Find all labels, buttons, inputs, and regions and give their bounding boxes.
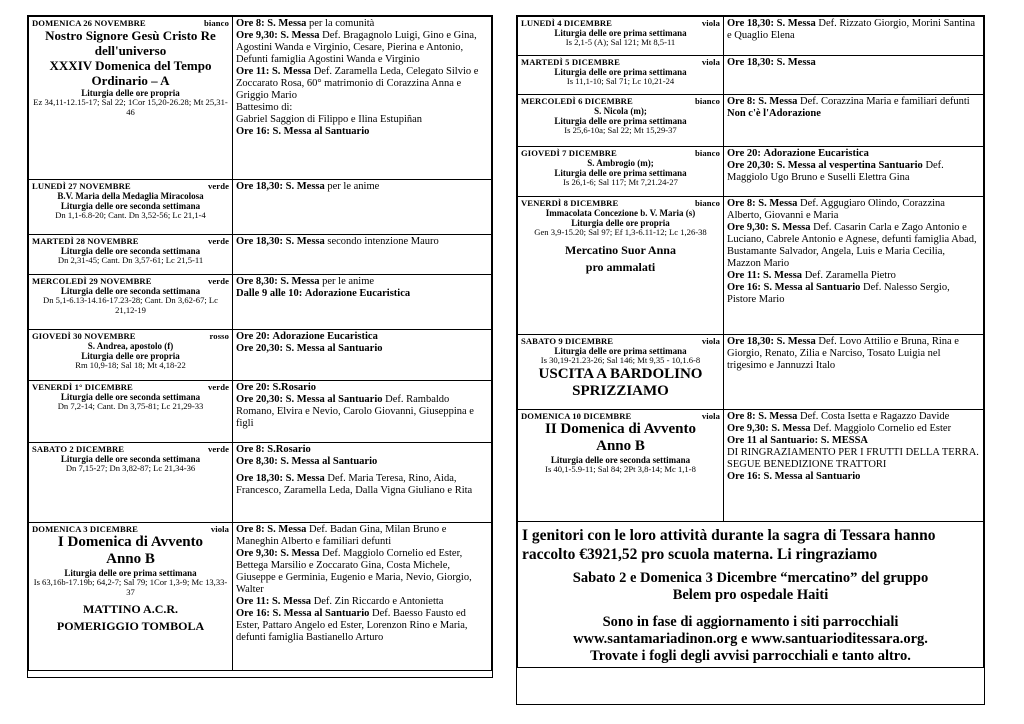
mass-label: S. Messa [285,473,325,484]
day-date: MARTEDÌ 5 DICEMBRE [521,57,620,67]
liturgy-hours: Liturgia delle ore propria [81,88,180,98]
day-row [29,443,492,523]
day-events-cell [233,235,492,275]
mass-label: S. Messa [776,18,816,29]
mass-time: Ore 18,30: [236,473,284,484]
readings: Is 63,16b-17.19b; 64,2-7; Sal 79; 1Cor 1,3-9; Mc 13,33-37 [33,577,228,597]
readings: Dn 2,31-45; Cant. Dn 3,57-61; Lc 21,5-11 [57,255,204,265]
notice-mercatino-line: Belem pro ospedale Haiti [672,587,829,603]
mass-label: S. Messa [758,411,798,422]
mass-time: Ore 9,30: [236,30,278,41]
day-info-cell [518,56,724,95]
mass-entry [727,447,980,471]
mass-intention: Def. Zaramella Leda, Celegato Silvio e Zoccarato Rosa, 60° matrimonio di Corazzina Anna e Griggio Mario [236,66,479,101]
liturgy-hours: Liturgia delle ore propria [81,351,180,361]
day-row [29,523,492,671]
feast-title: Anno B [596,438,645,454]
day-row [518,95,984,147]
day-header [521,18,720,28]
mass-intention: Def. Rambaldo Romano, Elvira e Nevio, Carolo Giovanni, Giuseppina e figli [236,394,474,429]
day-info-cell [518,17,724,56]
day-header [32,444,229,454]
day-info-cell [29,275,233,330]
mass-intention: DI RINGRAZIAMENTO PER I FRUTTI DELLA TERRA. SEGUE BENEDIZIONE TRATTORI [727,447,979,470]
mass-entry [236,473,488,497]
mass-time: Ore 20,30: [236,343,284,354]
day-header [521,57,720,67]
day-row [29,330,492,381]
liturgical-color: verde [207,276,229,286]
mass-label: S. Messa al Santuario [285,343,383,354]
event-note: Mercatino Suor Anna [565,242,676,257]
day-header [32,524,229,534]
event-banner: USCITA A BARDOLINO [538,365,703,382]
mass-time: Ore 8: [236,524,265,535]
day-date: SABATO 2 DICEMBRE [32,444,125,454]
mass-entry [236,236,488,248]
day-events-cell [233,275,492,330]
mass-time: Dalle 9 alle 10: [236,288,303,299]
liturgy-hours: Liturgia delle ore prima settimana [64,568,197,578]
mass-intention: per le anime [327,181,380,192]
liturgical-color: bianco [695,96,720,106]
mass-label: S. Messa [758,198,798,209]
mass-label: S. Messa al Santuario [763,471,861,482]
feast-title: S. Ambrogio (m); [587,158,654,168]
mass-entry [727,471,980,483]
mass-entry [727,108,980,120]
feast-title: Nostro Signore Gesù Cristo Re [45,28,216,43]
mass-entry [236,126,488,138]
mass-time: Ore 9,30: [236,548,278,559]
day-row [29,17,492,180]
day-row [29,235,492,275]
liturgical-color: viola [701,57,720,67]
mass-entry [727,282,980,306]
mass-label: S. Messa [762,270,803,281]
liturgical-color: verde [207,181,229,191]
right-schedule-table [517,16,984,668]
feast-title: Ordinario – A [91,73,170,88]
mass-intention: Def. Casarin Carla e Zago Antonio e Luciano, Cabrele Antonio e Agnese, defunti famiglia Abad, Bustamante Salvador, Angela, Luis e Maria Cecilia, Mazzon Mario [727,222,977,269]
day-date: DOMENICA 3 DICEMBRE [32,524,138,534]
day-events-cell [233,443,492,523]
mass-intention: Def. Maria Teresa, Rino, Aida, Francesco, Zaramella Leda, Dalla Vigna Giuliano e Rita [236,473,473,496]
liturgical-color: viola [701,411,720,421]
feast-title: S. Nicola (m); [594,106,647,116]
day-date: VENERDÌ 1° DICEMBRE [32,382,133,392]
day-row [518,147,984,197]
mass-label: Ore 11 al Santuario: S. MESSA [727,435,868,446]
mass-entry [236,456,488,468]
mass-intention: Def. Zin Riccardo e Antonietta [313,596,444,607]
day-events-cell [724,17,984,56]
mass-entry [727,160,980,184]
day-header [32,382,229,392]
mass-label: S. Messa [776,336,816,347]
mass-time: Ore 16: [236,126,270,137]
mass-label: S.Rosario [267,444,311,455]
mass-time: Ore 16: [236,608,270,619]
mass-intention: Gabriel Saggion di Filippo e Ilina Estupiñan [236,114,423,125]
day-info-cell [29,523,233,671]
liturgy-hours: Liturgia delle ore prima settimana [554,67,687,77]
liturgy-hours: Liturgia delle ore seconda settimana [60,454,201,464]
readings: Is 25,6-10a; Sal 22; Mt 15,29-37 [564,125,677,135]
mass-label: Adorazione Eucaristica [272,331,378,342]
mass-entry [236,114,488,126]
liturgical-color: bianco [695,148,720,158]
mass-entry [236,331,488,343]
day-date: SABATO 9 DICEMBRE [521,336,614,346]
day-info-cell [518,197,724,335]
event-note: pro ammalati [585,259,656,274]
day-header [32,181,229,191]
mass-label: S. Messa [267,18,307,29]
day-info-cell [518,335,724,410]
mass-intention: Def. Maggiolo Cornelio ed Ester, Bettega Marsilio e Zoccarato Gina, Costa Michele, Giuseppe e Germinia, Eugenio e Maria, Nevio, Giorgio, Walter [236,548,472,595]
mass-entry [236,30,488,66]
mass-label: S. Messa [285,181,325,192]
day-header [32,18,229,28]
notice-websites [522,614,979,665]
mass-time: Ore 18,30: [236,236,284,247]
mass-label: S. Messa [280,276,320,287]
liturgy-hours: Liturgia delle ore seconda settimana [60,392,201,402]
feast-title: XXXIV Domenica del Tempo [49,58,212,73]
mass-entry [727,435,980,447]
day-header [32,331,229,341]
mass-label: S. Messa al Santuario [285,394,383,405]
day-events-cell [724,197,984,335]
mass-entry [727,336,980,372]
liturgy-hours: Liturgia delle ore prima settimana [554,28,687,38]
day-events-cell [233,17,492,180]
mass-time: Ore 8: [727,411,756,422]
mass-entry [236,288,488,300]
mass-entry [236,343,488,355]
day-row [518,335,984,410]
mass-time: Ore 9,30: [727,423,769,434]
day-row [29,180,492,235]
mass-label: S. Messa [271,596,312,607]
mass-entry [236,608,488,644]
day-header [32,276,229,286]
day-events-cell [724,147,984,197]
feast-title: B.V. Maria della Medaglia Miracolosa [57,191,204,201]
mass-intention: Def. Costa Isetta e Ragazzo Davide [800,411,950,422]
day-events-cell [724,335,984,410]
mass-time: Ore 8: [236,18,265,29]
mass-entry [236,524,488,548]
mass-intention: Def. Maggiolo Cornelio ed Ester [813,423,952,434]
day-info-cell [518,410,724,522]
mass-intention: Def. Corazzina Maria e familiari defunti [800,96,970,107]
left-schedule-column [27,15,493,678]
liturgical-color: viola [210,524,229,534]
mass-intention: Battesimo di: [236,102,293,113]
mass-label: S.Rosario [272,382,317,393]
mass-time: Ore 20: [727,148,761,159]
event-note: MATTINO A.C.R. [82,602,179,616]
mass-entry [236,548,488,596]
mass-intention: Def. Bragagnolo Luigi, Gino e Gina, Agostini Wanda e Virginio, Cesare, Pierina e Antonio, Defunti famiglia Agostini Wanda e Virginio [236,30,477,65]
mass-time: Ore 8: [236,444,265,455]
day-header [521,148,720,158]
day-date: MARTEDÌ 28 NOVEMBRE [32,236,139,246]
notice-mercatino [522,570,979,604]
liturgical-color: verde [207,444,229,454]
readings: Is 40,1-5.9-11; Sal 84; 2Pt 3,8-14; Mc 1,1-8 [545,464,696,474]
day-info-cell [518,147,724,197]
mass-entry [236,444,488,456]
day-date: MERCOLEDÌ 6 DICEMBRE [521,96,633,106]
day-events-cell [233,523,492,671]
day-date: LUNEDÌ 27 NOVEMBRE [32,181,131,191]
day-info-cell [518,95,724,147]
feast-title: dell'universo [94,43,167,58]
notice-fundraising: I genitori con le loro attività durante la sagra di Tessara hanno raccolto €3921,52 pro scuola materna. Li ringraziamo [522,527,936,563]
liturgical-color: viola [701,18,720,28]
mass-entry [727,423,980,435]
mass-intention: Def. Zaramella Pietro [804,270,896,281]
mass-time: Ore 11: [236,66,270,77]
mass-time: Ore 20: [236,382,270,393]
event-banner: SPRIZZIAMO [572,382,669,399]
mass-time: Ore 8,30: [236,456,278,467]
day-info-cell [29,235,233,275]
mass-label: S. Messa [280,548,320,559]
day-info-cell [29,443,233,523]
feast-title: Immacolata Concezione b. V. Maria (s) [545,208,696,218]
mass-intention: Def. Lovo Attilio e Bruna, Rina e Giorgio, Renato, Zilia e Narciso, Tosato Luigia nel trigesimo e Jannuzzi Italo [727,336,959,371]
mass-entry [727,148,980,160]
day-date: MERCOLEDÌ 29 NOVEMBRE [32,276,152,286]
day-row [518,410,984,522]
readings: Is 30,19-21.23-26; Sal 146; Mt 9,35 - 10,1.6-8 [540,355,701,365]
liturgical-color: verde [207,382,229,392]
liturgical-color: verde [207,236,229,246]
readings: Is 26,1-6; Sal 117; Mt 7,21.24-27 [563,177,678,187]
mass-intention: Def. Rizzato Giorgio, Morini Santina e Quaglio Elena [727,18,976,41]
mass-intention: Def. Nalesso Sergio, Pistore Mario [727,282,950,305]
mass-label: S. Messa [280,30,320,41]
mass-label: S. Messa [758,96,798,107]
mass-intention: per la comunità [309,18,375,29]
mass-label: S. Messa [771,222,811,233]
mass-label: Adorazione Eucaristica [304,288,411,299]
day-header [32,236,229,246]
mass-entry [727,222,980,270]
day-date: DOMENICA 26 NOVEMBRE [32,18,146,28]
day-events-cell [233,381,492,443]
mass-time: Ore 8,30: [236,276,278,287]
mass-entry [236,18,488,30]
mass-entry [236,596,488,608]
liturgy-hours: Liturgia delle ore seconda settimana [60,246,201,256]
liturgy-hours: Liturgia delle ore prima settimana [554,168,687,178]
mass-time: Ore 11: [727,270,761,281]
mass-intention: secondo intenzione Mauro [327,236,439,247]
mass-time: Ore 8: [727,198,756,209]
feast-title: Anno B [106,551,155,567]
mass-label: Non c'è l'Adorazione [727,108,821,119]
feast-title: II Domenica di Avvento [545,421,696,437]
mass-intention: Def. Maggiolo Ugo Bruno e Suselli Elettra Gina [727,160,944,183]
event-note: POMERIGGIO TOMBOLA [56,619,205,633]
mass-entry [727,411,980,423]
notice-row [518,522,984,668]
mass-time: Ore 20,30: [727,160,775,171]
day-info-cell [29,180,233,235]
mass-entry [236,394,488,430]
mass-intention: Def. Baesso Fausto ed Ester, Pattaro Angelo ed Ester, Lorenzon Rino e Maria, defunti famiglia Bastianello Arturo [236,608,468,643]
liturgical-color: viola [701,336,720,346]
readings: Dn 1,1-6.8-20; Cant. Dn 3,52-56; Lc 21,1-4 [55,210,206,220]
day-info-cell [29,381,233,443]
mass-entry [727,57,980,69]
day-header [521,96,720,106]
mass-label: S. Messa [271,66,312,77]
mass-time: Ore 9,30: [727,222,769,233]
day-date: GIOVEDÌ 30 NOVEMBRE [32,331,136,341]
day-events-cell [233,330,492,381]
day-row [518,17,984,56]
day-date: GIOVEDÌ 7 DICEMBRE [521,148,617,158]
mass-entry [727,270,980,282]
liturgy-hours: Liturgia delle ore propria [571,218,670,228]
liturgy-hours: Liturgia delle ore seconda settimana [550,455,691,465]
mass-intention: Def. Badan Gina, Milan Bruno e Maneghin Alberto e familiari defunti [236,524,447,547]
day-row [29,381,492,443]
mass-time: Ore 18,30: [727,57,775,68]
day-row [29,275,492,330]
readings: Dn 5,1-6.13-14.16-17.23-28; Cant. Dn 3,62-67; Lc 21,12-19 [43,295,218,315]
mass-label: S. Messa al Santuario [763,282,861,293]
mass-label: S. Messa al vespertina Santuario [776,160,923,171]
mass-time: Ore 8: [727,96,756,107]
day-row [518,56,984,95]
mass-entry [727,18,980,42]
liturgical-color: rosso [209,331,229,341]
mass-time: Ore 18,30: [236,181,284,192]
left-schedule-table [28,16,492,671]
liturgy-hours: Liturgia delle ore prima settimana [554,116,687,126]
readings: Rm 10,9-18; Sal 18; Mt 4,18-22 [75,360,186,370]
liturgy-hours: Liturgia delle ore seconda settimana [60,201,201,211]
mass-time: Ore 16: [727,471,761,482]
mass-label: S. Messa [776,57,816,68]
day-events-cell [724,410,984,522]
readings: Is 11,1-10; Sal 71; Lc 10,21-24 [566,76,675,86]
mass-entry [727,198,980,222]
feast-title: I Domenica di Avvento [57,534,204,550]
liturgy-hours: Liturgia delle ore seconda settimana [60,286,201,296]
mass-label: S. Messa al Santuario [272,608,370,619]
day-info-cell [29,330,233,381]
mass-time: Ore 11: [236,596,270,607]
day-events-cell [233,180,492,235]
mass-entry [236,181,488,193]
mass-label: S. Messa [285,236,325,247]
liturgical-color: bianco [204,18,229,28]
right-schedule-column [516,15,985,705]
mass-time: Ore 18,30: [727,18,775,29]
mass-time: Ore 20,30: [236,394,284,405]
mass-label: S. Messa [267,524,307,535]
readings: Dn 7,2-14; Cant. Dn 3,75-81; Lc 21,29-33 [57,401,204,411]
mass-time: Ore 16: [727,282,761,293]
readings: Ez 34,11-12.15-17; Sal 22; 1Cor 15,20-26.28; Mt 25,31-46 [33,97,228,117]
notice-websites-line: Trovate i fogli degli avvisi parrocchiali e tanto altro. [590,648,911,664]
mass-time: Ore 20: [236,331,270,342]
mass-entry [236,276,488,288]
notice-websites-line: Sono in fase di aggiornamento i siti parrocchiali [602,614,899,630]
mass-entry [236,102,488,114]
readings: Gen 3,9-15.20; Sal 97; Ef 1,3-6.11-12; Lc 1,26-38 [534,227,707,237]
day-header [521,411,720,421]
mass-label: S. Messa al Santuario [272,126,370,137]
liturgy-hours: Liturgia delle ore prima settimana [554,346,687,356]
day-header [521,336,720,346]
day-events-cell [724,95,984,147]
mass-label: Adorazione Eucaristica [763,148,869,159]
mass-entry [236,382,488,394]
feast-title: S. Andrea, apostolo (f) [87,341,174,351]
day-events-cell [724,56,984,95]
day-date: LUNEDÌ 4 DICEMBRE [521,18,612,28]
notice-box [518,522,984,668]
mass-label: S. Messa al Santuario [280,456,378,467]
readings: Dn 7,15-27; Dn 3,82-87; Lc 21,34-36 [65,463,196,473]
day-info-cell [29,17,233,180]
day-date: VENERDÌ 8 DICEMBRE [521,198,619,208]
mass-label: S. Messa [771,423,811,434]
mass-intention: per le anime [322,276,375,287]
day-date: DOMENICA 10 DICEMBRE [521,411,632,421]
mass-intention: Def. Aggugiaro Olindo, Corazzina Alberto, Giovanni e Maria [727,198,945,221]
mass-entry [727,96,980,108]
readings: Is 2,1-5 (A); Sal 121; Mt 8,5-11 [565,37,676,47]
notice-mercatino-line: Sabato 2 e Domenica 3 Dicembre “mercatino” del gruppo [572,570,929,586]
mass-time: Ore 18,30: [727,336,775,347]
mass-entry [236,66,488,102]
day-header [521,198,720,208]
day-row [518,197,984,335]
notice-websites-line: www.santamariadinon.org e www.santuarioditessara.org. [573,631,928,647]
liturgical-color: bianco [695,198,720,208]
